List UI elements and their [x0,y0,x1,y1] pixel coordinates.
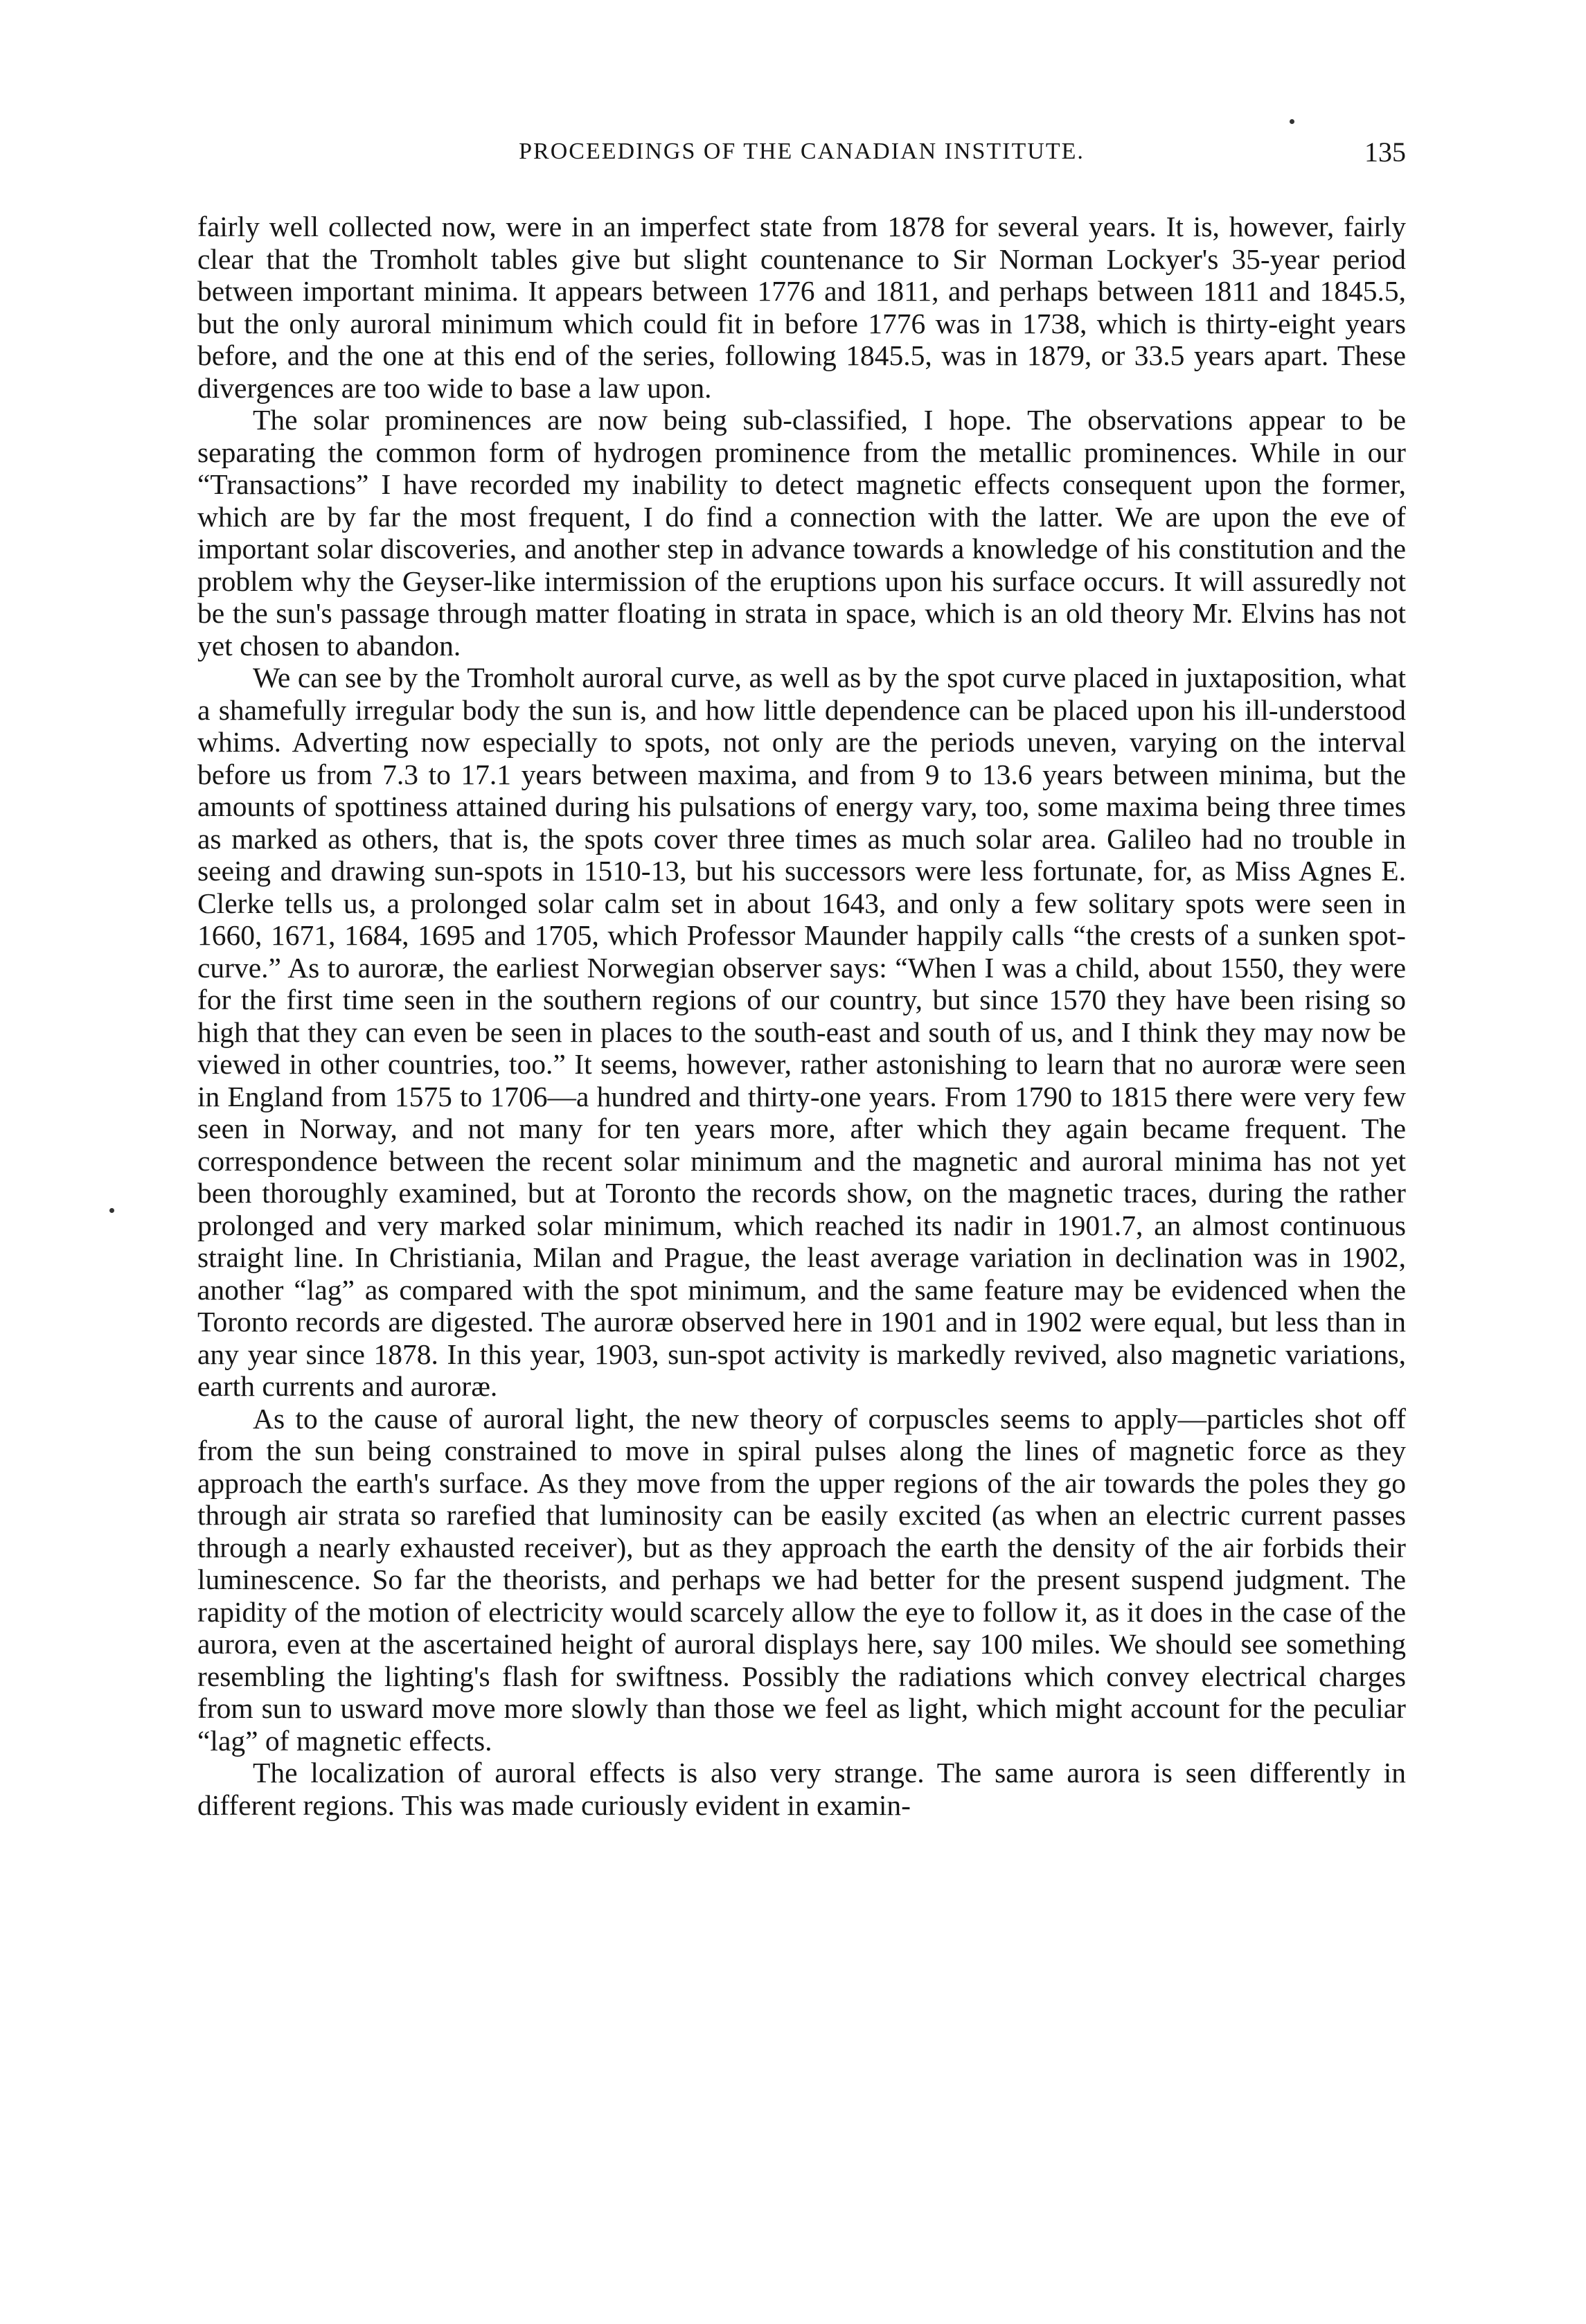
running-header [197,136,1406,180]
margin-speck [109,1208,114,1213]
margin-speck [1290,119,1294,124]
body-text [197,211,1406,1821]
paragraph-1: fairly well collected now, were in an imperfect state from 1878 for several years. It is, however, fairly clear that the Tromholt tables give but slight countenance to Sir Norman Lockyer's 35-year period between important minima. It appears between 1776 and 1811, and perhaps between 1811 and 1845.5, but the only auroral minimum which could fit in before 1776 was in 1738, which is thirty-eight years before, and the one at this end of the series, following 1845.5, was in 1879, or 33.5 years apart. These divergences are too wide to base a law upon. [197,211,1406,404]
paragraph-2: The solar prominences are now being sub-classified, I hope. The observations appear to be separating the common form of hydrogen prominence from the metallic prominences. While in our “Transactions” I have recorded my inability to detect magnetic effects consequent upon the former, which are by far the most frequent, I do find a connection with the latter. We are upon the eve of important solar discoveries, and another step in advance towards a knowledge of his constitution and the problem why the Geyser-like intermission of the eruptions upon his surface occurs. It will assuredly not be the sun's passage through matter floating in strata in space, which is an old theory Mr. Elvins has not yet chosen to abandon. [197,404,1406,662]
running-title: PROCEEDINGS OF THE CANADIAN INSTITUTE. [519,139,1085,164]
paragraph-4: As to the cause of auroral light, the new theory of corpuscles seems to apply—particles shot off from the sun being constrained to move in spiral pulses along the lines of magnetic force as they approach the earth's surface. As they move from the upper regions of the air towards the poles they go through air strata so rarefied that luminosity can be easily excited (as when an electric current passes through a nearly exhausted receiver), but as they approach the earth the density of the air forbids their luminescence. So far the theorists, and perhaps we had better for the present suspend judgment. The rapidity of the motion of electricity would scarcely allow the eye to follow it, as it does in the case of the aurora, even at the ascertained height of auroral displays here, say 100 miles. We should see something resembling the lighting's flash for swiftness. Possibly the radiations which convey electrical charges from sun to usward move more slowly than those we feel as light, which might account for the peculiar “lag” of magnetic effects. [197,1402,1406,1757]
paragraph-5: The localization of auroral effects is also very strange. The same aurora is seen differently in different regions. This was made curiously evident in examin- [197,1757,1406,1821]
page-number: 135 [1364,136,1406,168]
paragraph-3: We can see by the Tromholt auroral curve, as well as by the spot curve placed in juxtaposition, what a shamefully irregular body the sun is, and how little dependence can be placed upon his ill-understood whims. Adverting now especially to spots, not only are the periods uneven, varying on the interval before us from 7.3 to 17.1 years between maxima, and from 9 to 13.6 years between minima, but the amounts of spottiness attained during his pulsations of energy vary, too, some maxima being three times as marked as others, that is, the spots cover three times as much solar area. Galileo had no trouble in seeing and drawing sun-spots in 1510-13, but his successors were less fortunate, for, as Miss Agnes E. Clerke tells us, a prolonged solar calm set in about 1643, and only a few solitary spots were seen in 1660, 1671, 1684, 1695 and 1705, which Professor Maunder happily calls “the crests of a sunken spot-curve.” As to auroræ, the earliest Norwegian observer says: “When I was a child, about 1550, they were for the first time seen in the southern regions of our country, but since 1570 they have been rising so high that they can even be seen in places to the south-east and south of us, and I think they may now be viewed in other countries, too.” It seems, however, rather astonishing to learn that no auroræ were seen in England from 1575 to 1706—a hundred and thirty-one years. From 1790 to 1815 there were very few seen in Norway, and not many for ten years more, after which they again became frequent. The correspondence between the recent solar minimum and the magnetic and auroral minima has not yet been thoroughly examined, but at Toronto the records show, on the magnetic traces, during the rather prolonged and very marked solar minimum, which reached its nadir in 1901.7, an almost continuous straight line. In Christiania, Milan and Prague, the least average variation in declination was in 1902, another “lag” as compared with the spot minimum, and the same feature may be evidenced when the Toronto records are digested. The auroræ observed here in 1901 and in 1902 were equal, but less than in any year since 1878. In this year, 1903, sun-spot activity is markedly revived, also magnetic variations, earth currents and auroræ. [197,662,1406,1402]
book-page [197,136,1406,1821]
